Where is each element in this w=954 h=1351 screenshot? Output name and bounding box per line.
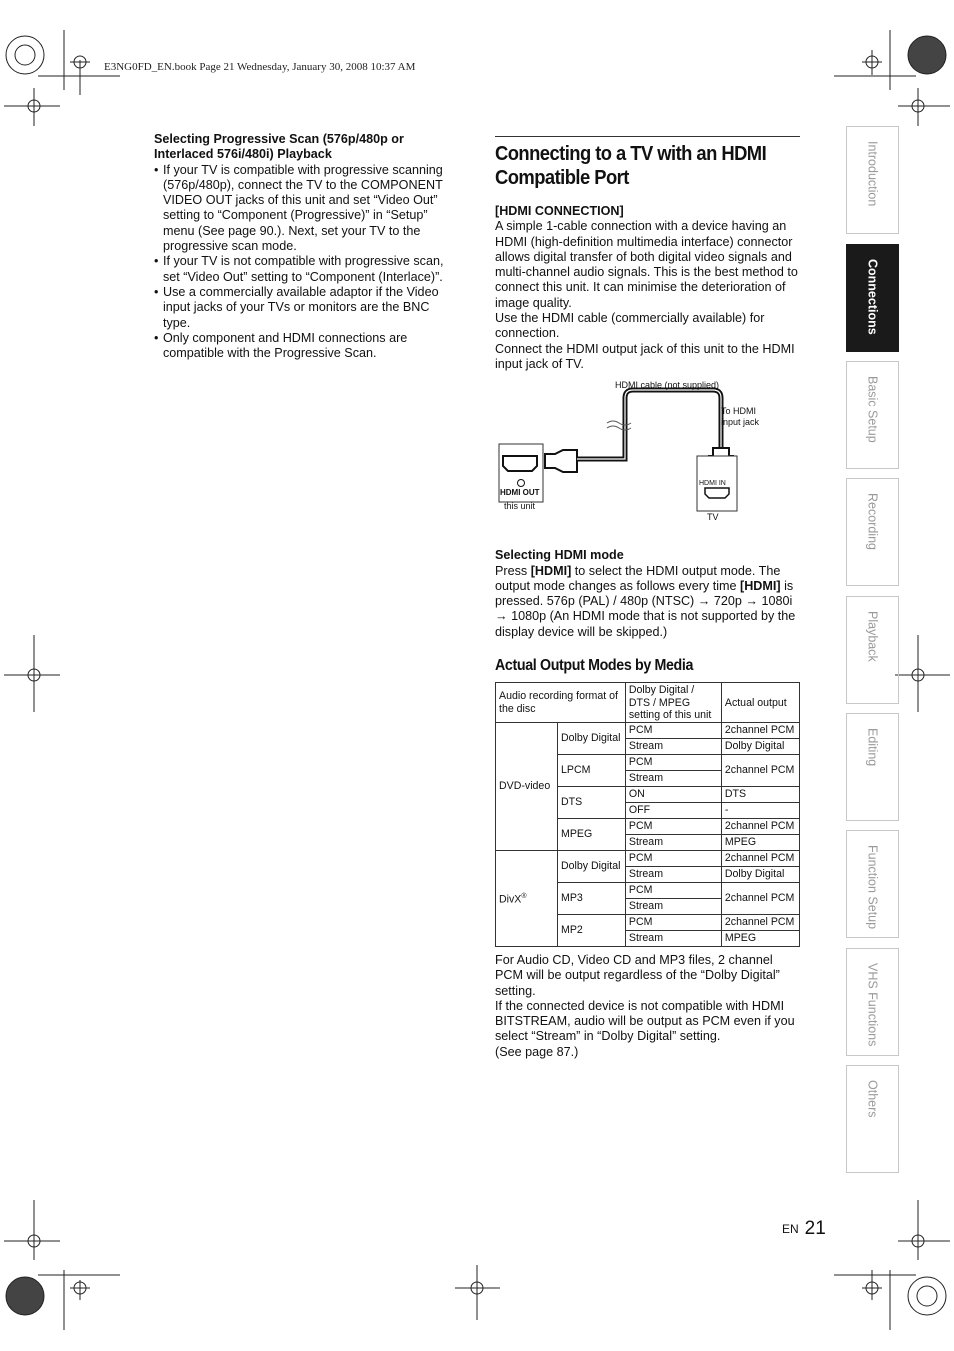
media-cell: DVD-video xyxy=(496,722,558,850)
setting-cell: ON xyxy=(625,786,721,802)
list-item: • If your TV is not compatible with progressive scan, set “Video Out” setting to “Component (Interlace)”. xyxy=(154,254,454,285)
header-cell: Actual output xyxy=(721,683,799,723)
hdmi-key: [HDMI] xyxy=(530,563,572,578)
tab-connections[interactable] xyxy=(846,244,899,352)
tab-function-setup[interactable] xyxy=(846,830,899,938)
format-cell: MPEG xyxy=(558,818,626,850)
this-unit-label: this unit xyxy=(504,501,536,512)
setting-cell: PCM xyxy=(625,818,721,834)
progressive-scan-heading xyxy=(154,132,454,163)
hdmi-connection-diagram xyxy=(495,376,800,536)
title-line-1: Connecting to a TV with an HDMI xyxy=(495,143,767,165)
tab-label: Basic Setup xyxy=(865,376,880,443)
tab-label: Connections xyxy=(865,259,880,335)
note-paragraph: (See page 87.) xyxy=(495,1044,579,1059)
cable-label: HDMI cable (not supplied) xyxy=(615,380,720,391)
output-cell: 2channel PCM xyxy=(721,914,799,930)
title-line-2: Compatible Port xyxy=(495,167,629,189)
page-number xyxy=(782,1218,826,1240)
format-cell: LPCM xyxy=(558,754,626,786)
output-modes-table xyxy=(495,682,800,947)
hdmi-paragraph: Connect the HDMI output jack of this unit to the HDMI input jack of TV. xyxy=(495,341,795,371)
hdmi-connection-label: [HDMI CONNECTION] xyxy=(495,204,624,218)
table-header-row xyxy=(496,683,800,723)
page-number-value: 21 xyxy=(804,1218,826,1239)
mode-text: Press xyxy=(495,563,531,578)
output-cell: 2channel PCM xyxy=(721,754,799,786)
header-cell: Audio recording format of the disc xyxy=(496,683,626,723)
output-cell: Dolby Digital xyxy=(721,738,799,754)
output-modes-heading: Actual Output Modes by Media xyxy=(495,657,694,675)
tab-others[interactable] xyxy=(846,1065,899,1173)
tv-label: TV xyxy=(707,512,719,523)
hdmi-paragraph: Use the HDMI cable (commercially available) for connection. xyxy=(495,311,765,341)
setting-cell: PCM xyxy=(625,850,721,866)
hdmi-key: [HDMI] xyxy=(740,578,781,593)
registered-mark: ® xyxy=(521,893,527,901)
format-cell: Dolby Digital xyxy=(558,722,626,754)
table-row xyxy=(496,850,800,866)
hdmi-mode-paragraph xyxy=(495,564,800,640)
format-cell: Dolby Digital xyxy=(558,850,626,882)
list-item: • Only component and HDMI connections are compatible with the Progressive Scan. xyxy=(154,331,454,362)
format-cell: MP2 xyxy=(558,914,626,946)
tab-playback[interactable] xyxy=(846,596,899,704)
tab-introduction[interactable] xyxy=(846,126,899,234)
output-cell: DTS xyxy=(721,786,799,802)
section-divider xyxy=(495,136,800,137)
output-cell: 2channel PCM xyxy=(721,722,799,738)
tab-editing[interactable] xyxy=(846,713,899,821)
hdmi-out-label: HDMI OUT xyxy=(500,488,540,498)
mode-text: is pressed. 576p (PAL) / 480p (NTSC) → 720p → 1080i → 1080p (An HDMI mode that is not supported by the display device will be skipped.) xyxy=(495,578,796,639)
hdmi-cable-illustration xyxy=(495,376,800,536)
divx-label: DivX xyxy=(499,893,522,906)
to-hdmi-label xyxy=(721,406,759,427)
tab-label: Editing xyxy=(865,728,880,767)
heading-line-1: Selecting Progressive Scan (576p/480p or xyxy=(154,132,404,146)
tab-label: Others xyxy=(865,1080,880,1118)
tab-recording[interactable] xyxy=(846,478,899,586)
setting-cell: OFF xyxy=(625,802,721,818)
note-paragraph: For Audio CD, Video CD and MP3 files, 2 channel PCM will be output regardless of the “Dolby Digital” setting. xyxy=(495,952,780,998)
progressive-scan-section xyxy=(154,132,454,361)
list-item: • Use a commercially available adaptor if the Video input jacks of your TVs or monitors are the BNC type. xyxy=(154,285,454,331)
hdmi-paragraph: A simple 1-cable connection with a device having an HDMI (high-definition multimedia interface) connector allows digital transfer of both digital video signals and multi-channel audio signals. This is the best method to connect this unit. It can minimise the deterioration of image quality. xyxy=(495,219,798,310)
tab-basic-setup[interactable] xyxy=(846,361,899,469)
table-notes xyxy=(495,953,800,1060)
table-row xyxy=(496,722,800,738)
hdmi-section xyxy=(495,136,800,1060)
setting-cell: PCM xyxy=(625,722,721,738)
output-cell: 2channel PCM xyxy=(721,882,799,914)
mode-text: to select the HDMI output mode. The output mode changes as follows every time xyxy=(495,563,781,593)
setting-cell: PCM xyxy=(625,882,721,898)
page-title xyxy=(495,142,799,190)
setting-cell: Stream xyxy=(625,770,721,786)
setting-cell: Stream xyxy=(625,930,721,946)
tab-label: Function Setup xyxy=(865,845,880,930)
format-cell: MP3 xyxy=(558,882,626,914)
output-cell: MPEG xyxy=(721,930,799,946)
tab-label: Playback xyxy=(865,611,880,662)
to-hdmi-line-1: To HDMI xyxy=(721,406,757,417)
format-cell: DTS xyxy=(558,786,626,818)
tab-label: VHS Functions xyxy=(865,963,880,1047)
language-code: EN xyxy=(782,1222,799,1236)
file-header: E3NG0FD_EN.book Page 21 Wednesday, January 30, 2008 10:37 AM xyxy=(104,61,416,73)
selecting-hdmi-mode-label: Selecting HDMI mode xyxy=(495,548,624,563)
setting-cell: Stream xyxy=(625,866,721,882)
to-hdmi-line-2: input jack xyxy=(721,416,760,427)
output-cell: Dolby Digital xyxy=(721,866,799,882)
output-cell: 2channel PCM xyxy=(721,818,799,834)
media-cell xyxy=(496,850,558,946)
tab-label: Introduction xyxy=(865,141,880,207)
list-item: • If your TV is compatible with progressive scanning (576p/480p), connect the TV to the COMPONENT VIDEO OUT jacks of this unit and set “Video Out” setting to “Component (Progressive)” in “Setup” menu (See page 90.). Next, set your TV to the progressive scan mode. xyxy=(154,163,454,255)
tab-vhs-functions[interactable] xyxy=(846,948,899,1056)
output-cell: 2channel PCM xyxy=(721,850,799,866)
heading-line-2: Interlaced 576i/480i) Playback xyxy=(154,147,332,162)
output-cell: MPEG xyxy=(721,834,799,850)
setting-cell: PCM xyxy=(625,914,721,930)
hdmi-in-label: HDMI IN xyxy=(699,480,726,488)
setting-cell: Stream xyxy=(625,898,721,914)
setting-cell: Stream xyxy=(625,834,721,850)
setting-cell: Stream xyxy=(625,738,721,754)
note-paragraph: If the connected device is not compatible with HDMI BITSTREAM, audio will be output as PCM even if you select “Stream” in “Dolby Digital” setting. xyxy=(495,998,795,1044)
progressive-scan-list xyxy=(154,163,454,362)
setting-cell: PCM xyxy=(625,754,721,770)
tab-label: Recording xyxy=(865,493,880,550)
header-cell: Dolby Digital / DTS / MPEG setting of this unit xyxy=(625,683,721,723)
output-cell: - xyxy=(721,802,799,818)
